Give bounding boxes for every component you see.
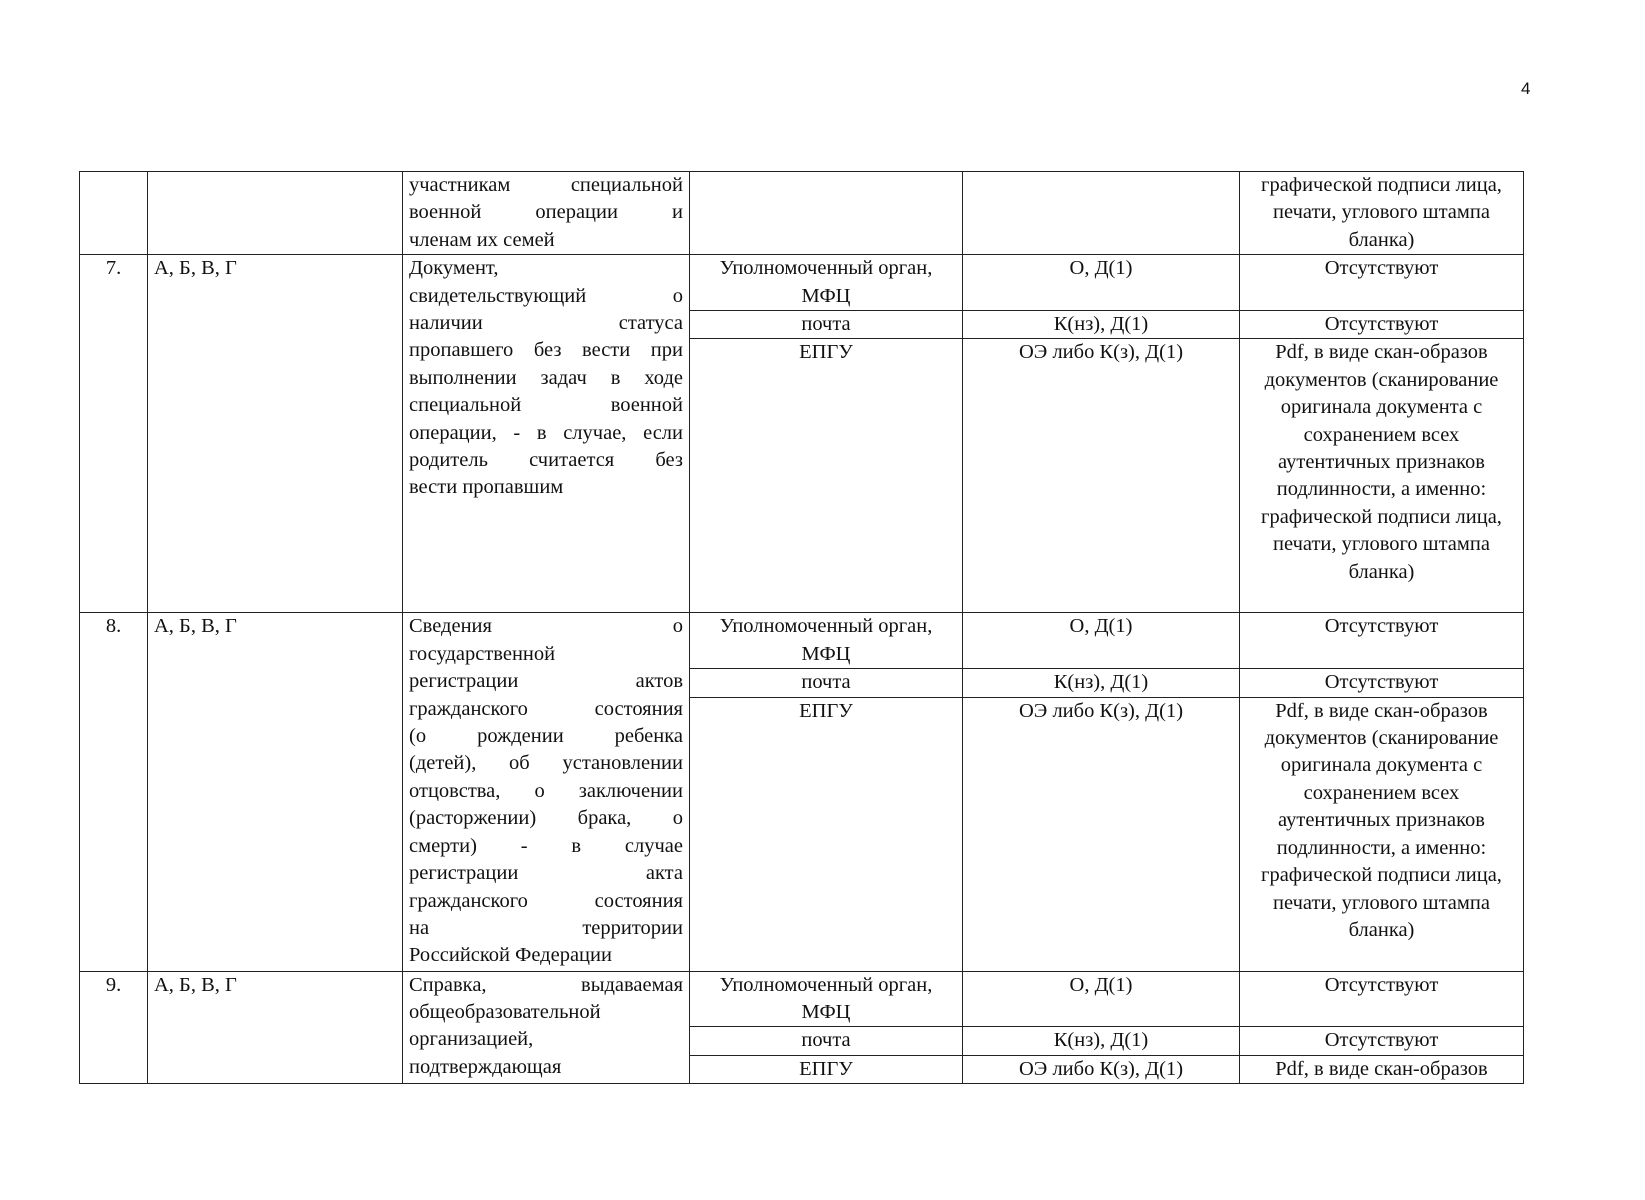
channel-cell: ЕПГУ (690, 339, 963, 613)
channel-cell (690, 172, 963, 255)
document-name-line: Справка, выдаваемая (409, 973, 683, 996)
documents-table-body (80, 172, 1524, 1084)
document-name-line: гражданского состояния (409, 697, 683, 720)
channel-cell: почта (690, 669, 963, 697)
requirements-cell: Pdf, в виде скан-образов (1240, 1055, 1524, 1083)
document-name-line: (расторжении) брака, о (409, 807, 683, 830)
category-cell: А, Б, В, Г (148, 255, 403, 613)
document-name-line: операции, - в случае, если (409, 421, 683, 444)
document-name-line: (о рождении ребенка (409, 725, 683, 748)
form-cell: ОЭ либо К(з), Д(1) (963, 697, 1240, 971)
channel-cell: Уполномоченный орган, МФЦ (690, 255, 963, 311)
document-name-line: наличии статуса (409, 312, 683, 335)
document-name-line: вести пропавшим (409, 476, 564, 499)
form-cell: О, Д(1) (963, 613, 1240, 669)
document-name-line: пропавшего без вести при (409, 339, 683, 362)
requirements-cell: Отсутствуют (1240, 613, 1524, 669)
requirements-cell: Отсутствуют (1240, 255, 1524, 311)
row-number-cell: 9. (80, 971, 148, 1084)
table-row (80, 255, 1524, 311)
channel-cell: Уполномоченный орган, МФЦ (690, 613, 963, 669)
category-cell (148, 172, 403, 255)
document-name-line: смерти) - в случае (409, 834, 683, 857)
document-name-line: выполнении задач в ходе (409, 366, 683, 389)
requirements-cell: графической подписи лица, печати, углового штампа бланка) (1240, 172, 1524, 255)
document-name-cell (403, 172, 690, 255)
documents-table (79, 171, 1524, 1084)
table-row (80, 971, 1524, 1027)
requirements-cell: Отсутствуют (1240, 669, 1524, 697)
form-cell (963, 172, 1240, 255)
document-name-line: Сведения о (409, 615, 683, 638)
requirements-cell: Pdf, в виде скан-образов документов (сканирование оригинала документа с сохранением всех аутентичных признаков подлинности, а именно: графической подписи лица, печати, углового штампа бланка) (1240, 339, 1524, 613)
document-name-line: свидетельствующий о (409, 284, 683, 307)
channel-cell: Уполномоченный орган, МФЦ (690, 971, 963, 1027)
channel-cell: почта (690, 311, 963, 339)
document-name-line: членам их семей (409, 228, 555, 251)
document-name-line: регистрации акта (409, 862, 683, 885)
requirements-cell: Отсутствуют (1240, 971, 1524, 1027)
row-number-cell (80, 172, 148, 255)
continuation-row (80, 172, 1524, 255)
document-name-line: регистрации актов (409, 670, 683, 693)
document-name-cell (403, 613, 690, 971)
document-name-line: Российской Федерации (409, 944, 612, 967)
document-name-cell (403, 971, 690, 1084)
document-name-line: гражданского состояния (409, 889, 683, 912)
form-cell: К(нз), Д(1) (963, 1027, 1240, 1055)
requirements-cell: Pdf, в виде скан-образов документов (сканирование оригинала документа с сохранением всех аутентичных признаков подлинности, а именно: графической подписи лица, печати, углового штампа бланка) (1240, 697, 1524, 971)
requirements-cell: Отсутствуют (1240, 1027, 1524, 1055)
form-cell: О, Д(1) (963, 971, 1240, 1027)
requirements-cell: Отсутствуют (1240, 311, 1524, 339)
document-name-line: Документ, (409, 257, 499, 280)
document-name-line: родитель считается без (409, 449, 683, 472)
document-name-line: государственной (409, 642, 556, 665)
row-number-cell: 8. (80, 613, 148, 971)
document-name-line: специальной военной (409, 394, 683, 417)
channel-cell: почта (690, 1027, 963, 1055)
row-number-cell: 7. (80, 255, 148, 613)
document-name-line: отцовства, о заключении (409, 779, 683, 802)
form-cell: ОЭ либо К(з), Д(1) (963, 1055, 1240, 1083)
document-name-line: организацией, (409, 1028, 534, 1051)
form-cell: К(нз), Д(1) (963, 311, 1240, 339)
page-number: 4 (1521, 79, 1531, 98)
table-row (80, 613, 1524, 669)
channel-cell: ЕПГУ (690, 697, 963, 971)
document-name-line: подтверждающая (409, 1055, 562, 1078)
channel-cell: ЕПГУ (690, 1055, 963, 1083)
document-name-line: участникам специальной (409, 174, 683, 196)
form-cell: К(нз), Д(1) (963, 669, 1240, 697)
category-cell: А, Б, В, Г (148, 613, 403, 971)
form-cell: ОЭ либо К(з), Д(1) (963, 339, 1240, 613)
document-name-line: военной операции и (409, 201, 683, 224)
document-name-line: общеобразовательной (409, 1001, 601, 1024)
category-cell: А, Б, В, Г (148, 971, 403, 1084)
form-cell: О, Д(1) (963, 255, 1240, 311)
document-name-cell (403, 255, 690, 613)
document-name-line: на территории (409, 916, 683, 939)
document-name-line: (детей), об установлении (409, 752, 683, 775)
